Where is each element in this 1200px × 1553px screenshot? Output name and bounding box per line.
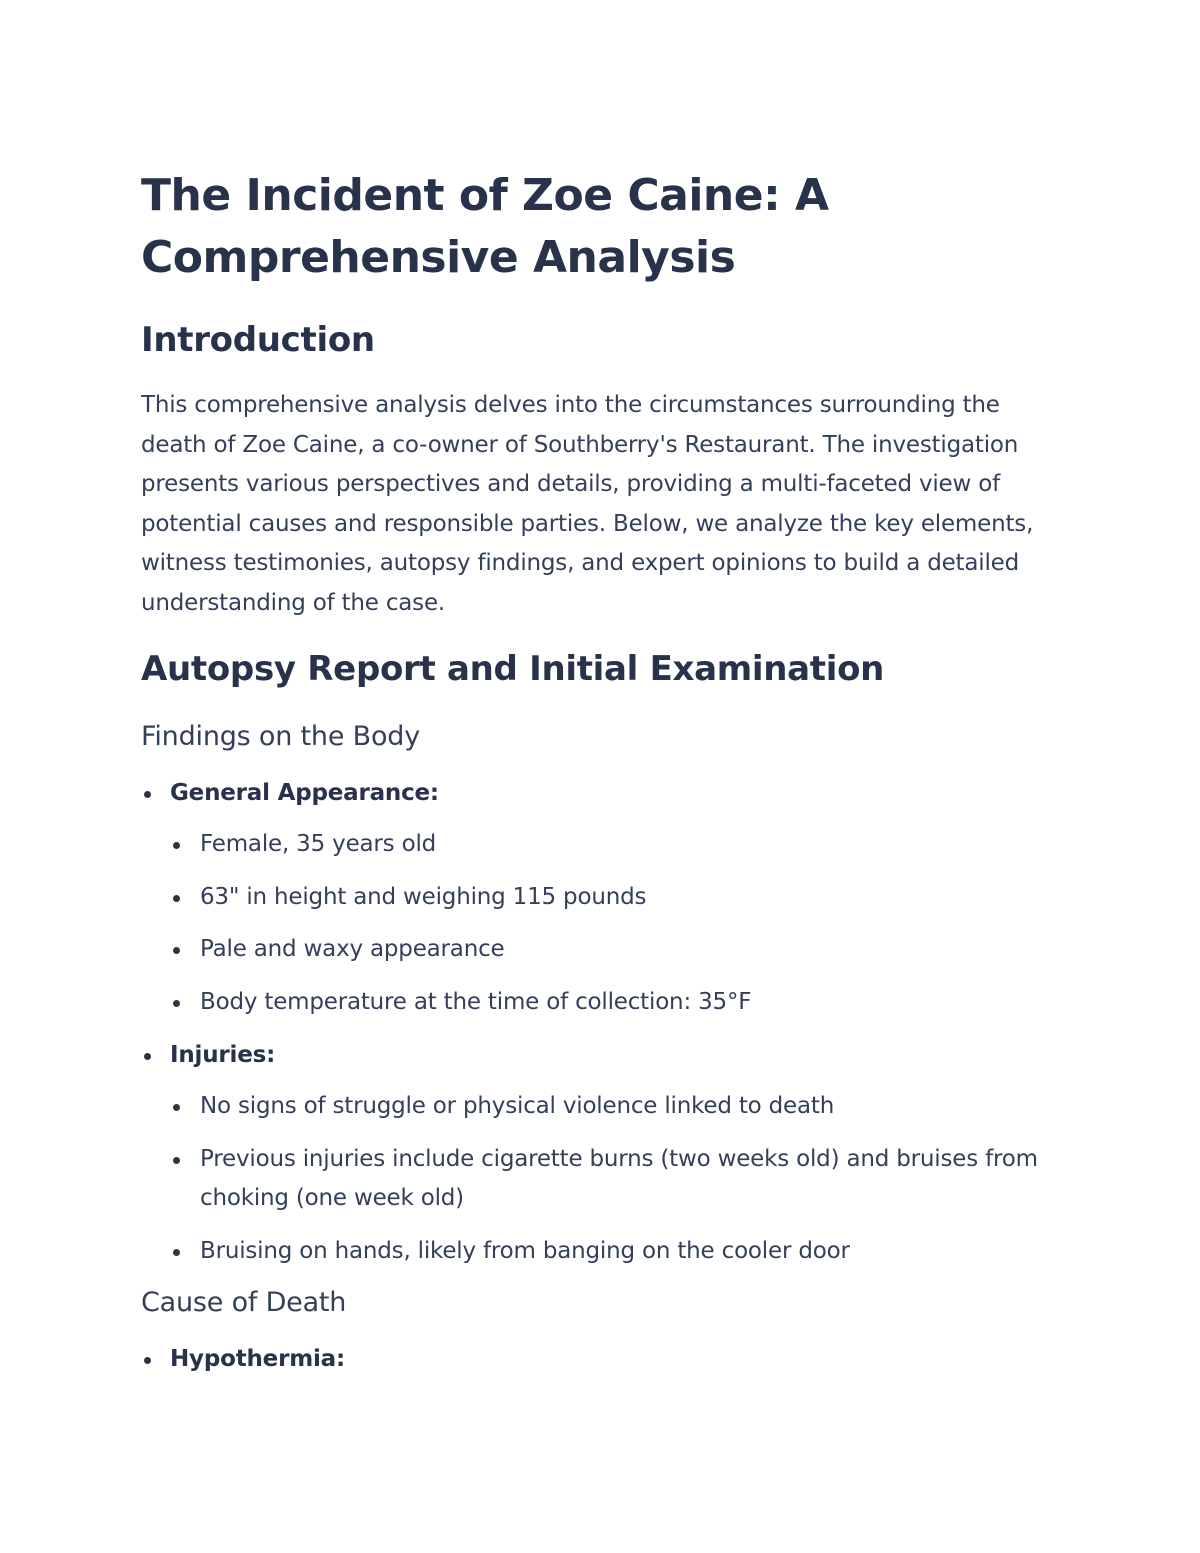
bullet-icon (173, 1249, 180, 1256)
list-item (170, 825, 1056, 865)
injuries-label: Injuries: (170, 1041, 276, 1068)
injuries-list-header (141, 1036, 1056, 1076)
list-item (170, 1232, 1056, 1272)
bullet-icon (173, 947, 180, 954)
document-title: The Incident of Zoe Caine: A Comprehensive Analysis (141, 170, 829, 283)
list-item (141, 774, 1056, 814)
list-item-text: Female, 35 years old (200, 831, 437, 858)
bullet-icon (173, 1104, 180, 1111)
general-appearance-list (170, 825, 1056, 1022)
list-item (170, 1140, 1056, 1219)
list-item-text: 63" in height and weighing 115 pounds (200, 883, 647, 910)
bullet-icon (173, 842, 180, 849)
bullet-icon (173, 1157, 180, 1164)
findings-list (141, 774, 1056, 814)
list-item-text: Pale and waxy appearance (200, 936, 505, 963)
cause-of-death-heading: Cause of Death (141, 1286, 347, 1318)
list-item-text: No signs of struggle or physical violence linked to death (200, 1093, 835, 1120)
list-item (170, 1087, 1056, 1127)
cause-list (141, 1340, 1056, 1380)
injuries-list (170, 1087, 1056, 1271)
list-item (170, 983, 1056, 1023)
list-item (141, 1340, 1056, 1380)
bullet-icon (173, 1000, 180, 1007)
hypothermia-label: Hypothermia: (170, 1345, 345, 1372)
introduction-body: This comprehensive analysis delves into the circumstances surrounding the death of Zoe Caine, a co-owner of Southberry's Restaurant. The investigation presents various perspectives and details, providing a multi-faceted view of potential causes and responsible parties. Below, we analyze the key elements, witness testimonies, autopsy findings, and expert opinions to build a detailed understanding of the case. (141, 392, 1034, 616)
bullet-icon (144, 1053, 151, 1060)
findings-heading: Findings on the Body (141, 720, 420, 752)
list-item-text: Bruising on hands, likely from banging on the cooler door (200, 1237, 850, 1264)
bullet-icon (144, 791, 151, 798)
list-item (170, 930, 1056, 970)
list-item-text: Previous injuries include cigarette burns (two weeks old) and bruises from choking (one week old) (200, 1145, 1038, 1212)
bullet-icon (144, 1357, 151, 1364)
bullet-icon (173, 895, 180, 902)
document-page (141, 165, 1056, 1379)
introduction-heading: Introduction (141, 320, 375, 360)
list-item-text: Body temperature at the time of collection: 35°F (200, 988, 752, 1015)
autopsy-heading: Autopsy Report and Initial Examination (141, 648, 885, 689)
list-item (170, 878, 1056, 918)
list-item (141, 1036, 1056, 1076)
general-appearance-label: General Appearance: (170, 779, 439, 806)
